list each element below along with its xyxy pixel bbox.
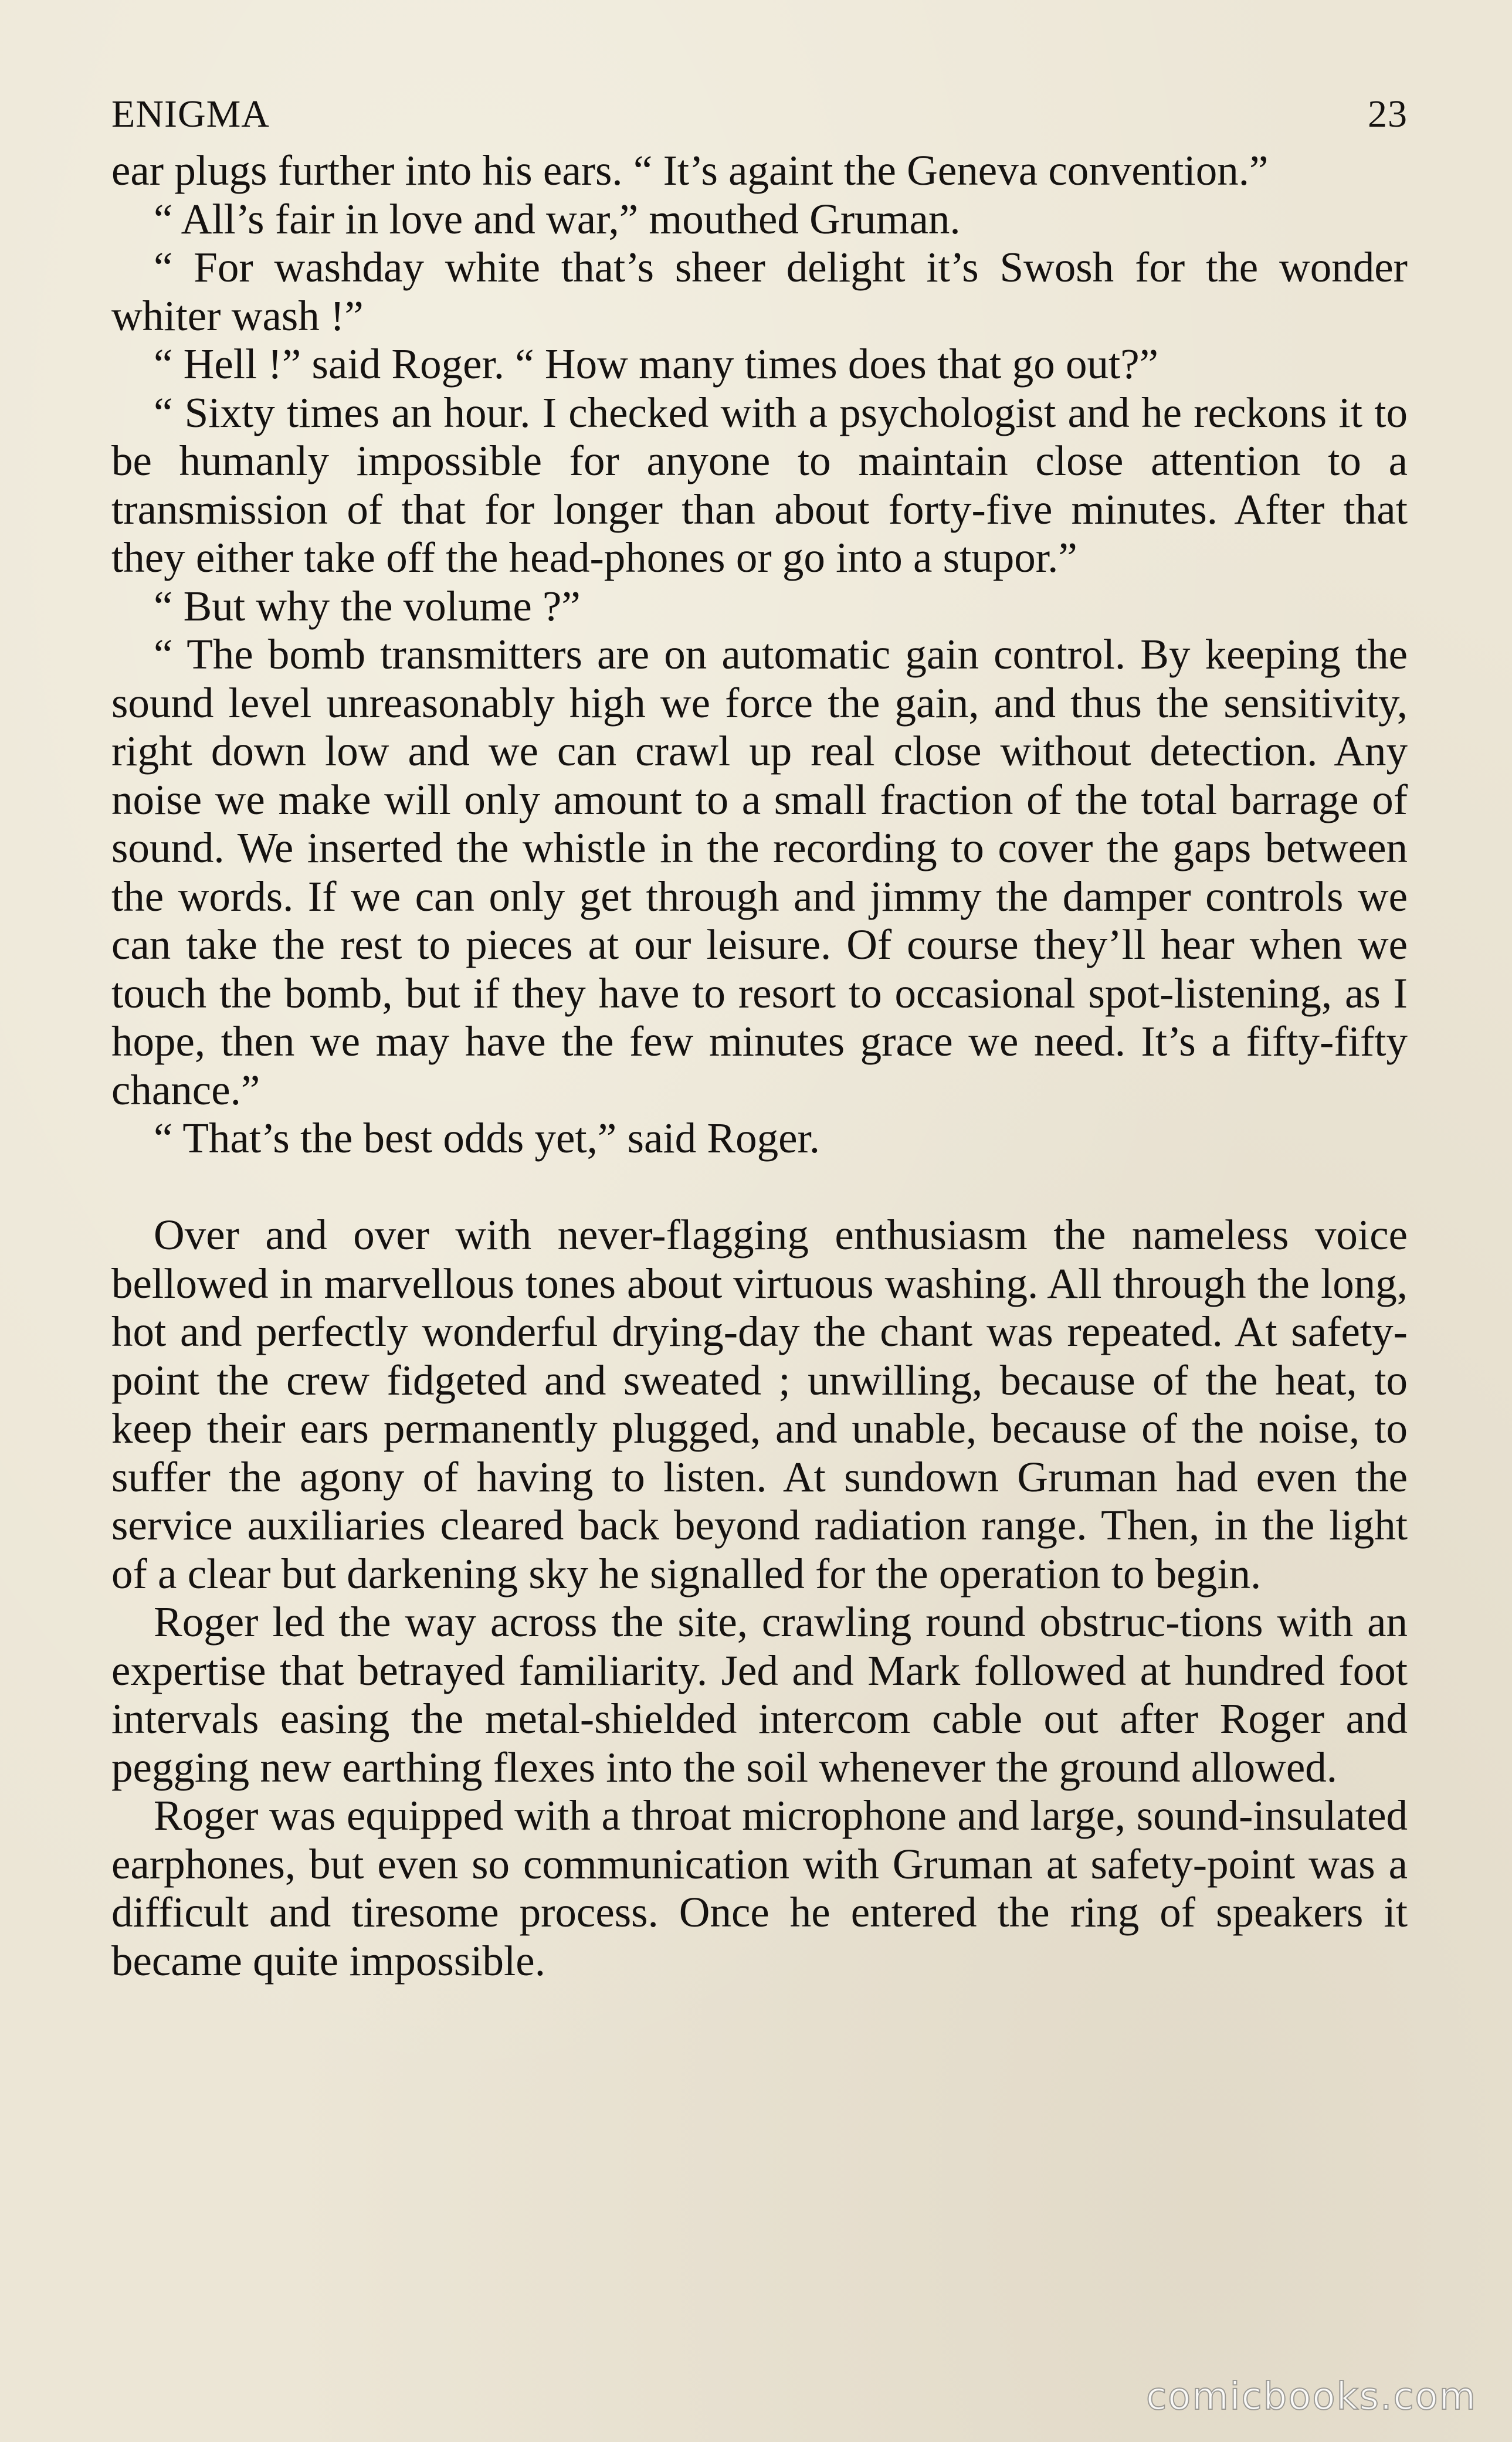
paragraph: “ The bomb transmitters are on automatic gain control. By keeping the sound level unreasonably high we force the gain, and thus the sensitivity, right down low and we can crawl up real close without detection. Any noise we make will only amount to a small fraction of the total barrage of sound. We inserted the whistle in the recording to cover the gaps between the words. If we can only get through and jimmy the damper controls we can take the rest to pieces at our leisure. Of course they’ll hear when we touch the bomb, but if they have to resort to occasional spot-listening, as I hope, then we may have the few minutes grace we need. It’s a fifty-fifty chance.”: [111, 630, 1408, 1114]
watermark: comicbooks.com: [1145, 2375, 1477, 2419]
running-head: [111, 88, 1408, 141]
paragraph: “ Sixty times an hour. I checked with a psychologist and he reckons it to be humanly impossible for anyone to maintain close attention to a transmission of that for longer than about forty-five minutes. After that they either take off the head-phones or go into a stupor.”: [111, 388, 1408, 581]
chapter-title: ENIGMA: [111, 93, 270, 135]
paragraph: Over and over with never-flagging enthusiasm the nameless voice bellowed in marvellous tones about virtuous washing. All through the long, hot and perfectly wonderful drying-day the chant was repeated. At safety-point the crew fidgeted and sweated ; unwilling, because of the heat, to keep their ears permanently plugged, and unable, because of the noise, to suffer the agony of having to listen. At sundown Gruman had even the service auxiliaries cleared back beyond radiation range. Then, in the light of a clear but darkening sky he signalled for the operation to begin.: [111, 1211, 1408, 1598]
book-page: [111, 88, 1408, 1985]
paragraph: “ All’s fair in love and war,” mouthed Gruman.: [154, 195, 961, 243]
paragraph: “ That’s the best odds yet,” said Roger.: [154, 1114, 821, 1162]
paragraph: Roger led the way across the site, crawling round obstruc-tions with an expertise that betrayed familiarity. Jed and Mark followed at hundred foot intervals easing the metal-shielded intercom cable out after Roger and pegging new earthing flexes into the soil whenever the ground allowed.: [111, 1598, 1408, 1791]
body-text: [111, 147, 1408, 1985]
paragraph: ear plugs further into his ears. “ It’s againt the Geneva convention.”: [111, 147, 1269, 194]
paragraph: “ But why the volume ?”: [154, 582, 581, 630]
paragraph: Roger was equipped with a throat microphone and large, sound-insulated earphones, but even so communication with Gruman at safety-point was a difficult and tiresome process. Once he entered the ring of speakers it became quite impossible.: [111, 1792, 1408, 1985]
paragraph: “ For washday white that’s sheer delight it’s Swosh for the wonder whiter wash !”: [111, 243, 1408, 340]
paragraph: “ Hell !” said Roger. “ How many times does that go out?”: [154, 340, 1159, 388]
page-number: 23: [1368, 93, 1408, 135]
